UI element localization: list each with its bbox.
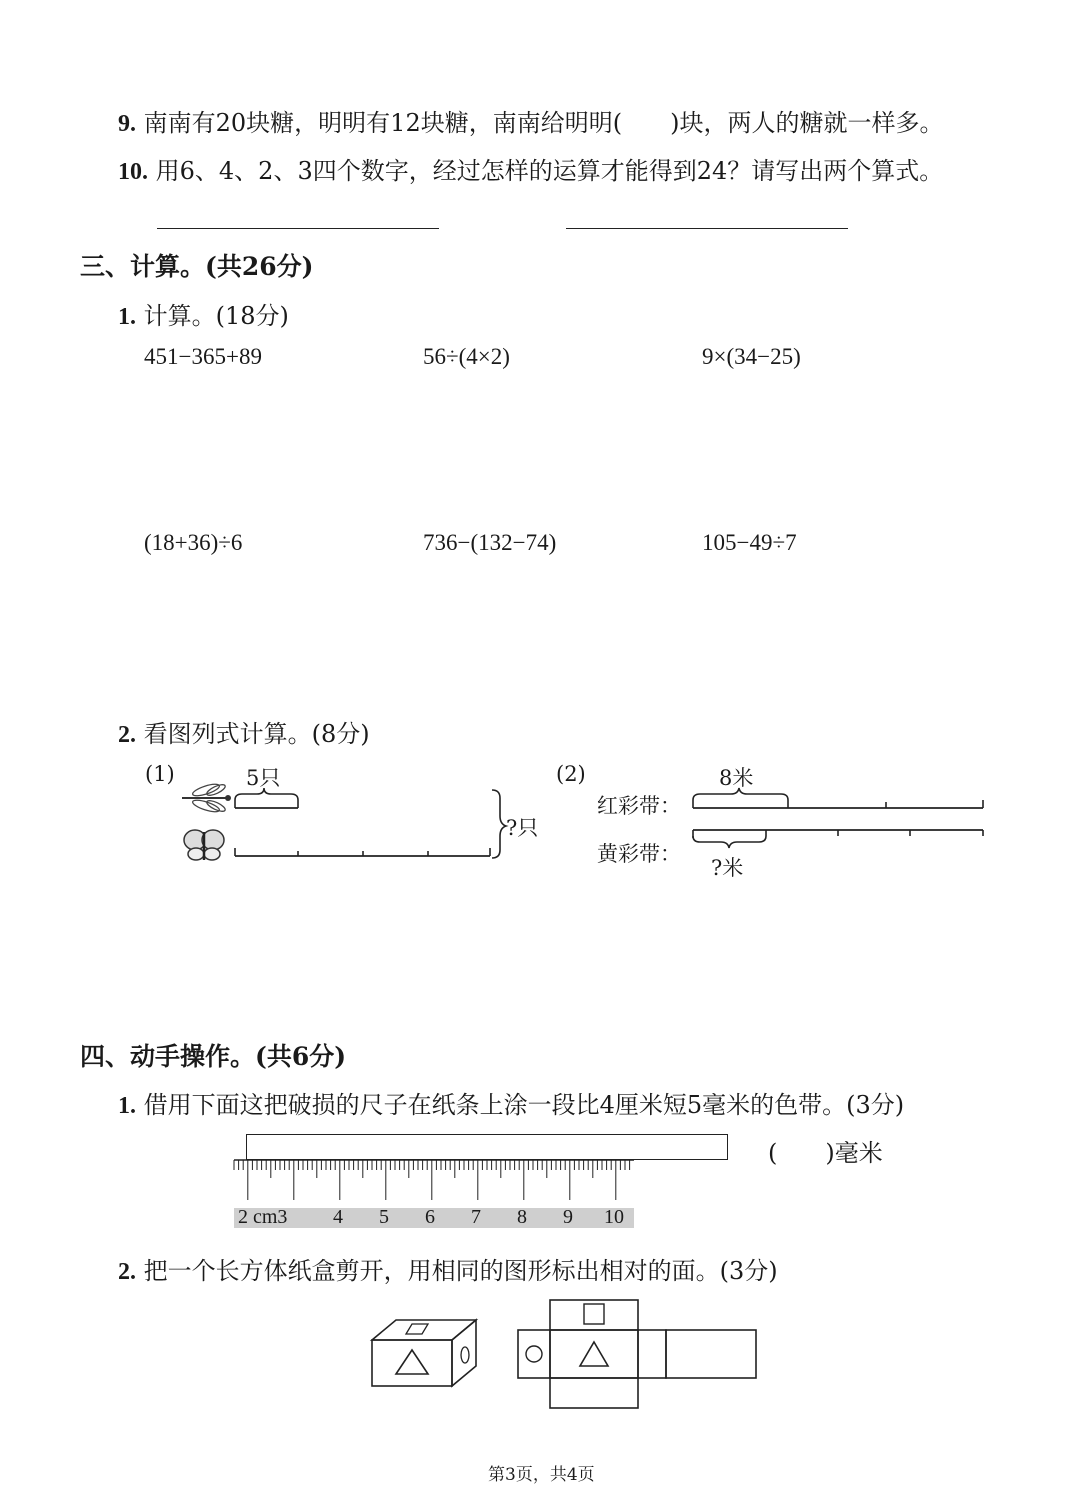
question-number: 10. <box>118 159 148 185</box>
cuboid-net <box>516 1298 760 1410</box>
question-text: 南南有20块糖，明明有12块糖，南南给明明( )块，两人的糖就一样多。 <box>143 109 944 137</box>
ruler-label: 6 <box>425 1206 435 1228</box>
expression-1: 451−365+89 <box>144 344 262 369</box>
net-bottom-face <box>550 1378 638 1408</box>
diagram-2-top-label: 8米 <box>719 766 754 790</box>
net-right-face <box>638 1330 666 1378</box>
triangle-icon <box>580 1342 608 1366</box>
circle-icon <box>461 1347 469 1363</box>
ruler-label: 10 <box>604 1206 624 1228</box>
ruler-label: 4 <box>333 1206 343 1228</box>
diagram-2-bottom-label: ?米 <box>711 856 744 880</box>
question-text: 计算。(18分) <box>143 302 289 330</box>
expression-6: 105−49÷7 <box>702 530 797 555</box>
diagram-2-index: (2) <box>556 762 586 786</box>
broken-ruler <box>230 1158 640 1230</box>
red-ribbon-label: 红彩带： <box>597 794 681 818</box>
question-text: 把一个长方体纸盒剪开，用相同的图形标出相对的面。(3分) <box>143 1257 778 1285</box>
question-number: 2. <box>118 1259 136 1285</box>
triangle-icon <box>396 1350 428 1374</box>
yellow-ribbon-label: 黄彩带： <box>597 842 681 866</box>
expression-4: (18+36)÷6 <box>144 530 243 555</box>
ruler-label: 7 <box>471 1206 481 1228</box>
question-number: 2. <box>118 722 136 748</box>
right-brace <box>492 790 506 858</box>
net-back-face <box>666 1330 756 1378</box>
circle-icon <box>526 1346 542 1362</box>
question-text: 用6、4、2、3四个数字，经过怎样的运算才能得到24？请写出两个算式。 <box>155 157 944 185</box>
page-footer: 第3页，共4页 <box>488 1465 595 1485</box>
section-heading-4: 四、动手操作。(共6分) <box>80 1042 347 1071</box>
ruler-label: 9 <box>563 1206 573 1228</box>
question-number: 9. <box>118 111 136 137</box>
section-heading-3: 三、计算。(共26分) <box>80 252 314 281</box>
diagram-1-index: (1) <box>145 762 175 786</box>
diagram-1-right-label: ?只 <box>506 816 539 840</box>
expression-5: 736−(132−74) <box>423 530 557 555</box>
ruler-ticks <box>234 1160 630 1200</box>
question-4-1 <box>118 1085 904 1120</box>
question-9 <box>118 103 943 138</box>
paper-strip[interactable] <box>246 1134 728 1160</box>
question-number: 1. <box>118 1093 136 1119</box>
answer-blank-mm[interactable]: ( )毫米 <box>768 1139 883 1167</box>
top-brace <box>693 788 788 800</box>
expression-3: 9×(34−25) <box>702 344 801 369</box>
dragonfly-icon <box>178 780 238 816</box>
ruler-label: 5 <box>379 1206 389 1228</box>
ruler-label: 8 <box>517 1206 527 1228</box>
bottom-brace <box>693 836 766 848</box>
question-3-2 <box>118 714 370 749</box>
net-front-face <box>550 1330 638 1378</box>
ruler-label: 2 cm3 <box>238 1206 288 1228</box>
diagram-2-bars <box>688 788 988 858</box>
question-number: 1. <box>118 304 136 330</box>
answer-line-2[interactable] <box>566 228 848 229</box>
top-brace <box>235 788 298 800</box>
box-front-face <box>372 1340 452 1386</box>
question-4-2 <box>118 1251 778 1286</box>
diagram-1-bars <box>230 788 520 868</box>
square-icon <box>406 1324 428 1334</box>
answer-line-1[interactable] <box>157 228 439 229</box>
net-left-face <box>518 1330 550 1378</box>
question-3-1 <box>118 296 289 331</box>
box-side-face <box>452 1320 476 1386</box>
diagram-1-top-label: 5只 <box>246 766 281 790</box>
question-text: 看图列式计算。(8分) <box>143 720 370 748</box>
question-10 <box>118 151 943 186</box>
question-text: 借用下面这把破损的尺子在纸条上涂一段比4厘米短5毫米的色带。(3分) <box>143 1091 905 1119</box>
butterfly-icon <box>181 826 229 862</box>
square-icon <box>584 1304 604 1324</box>
cuboid-box <box>368 1318 480 1390</box>
expression-2: 56÷(4×2) <box>423 344 510 369</box>
